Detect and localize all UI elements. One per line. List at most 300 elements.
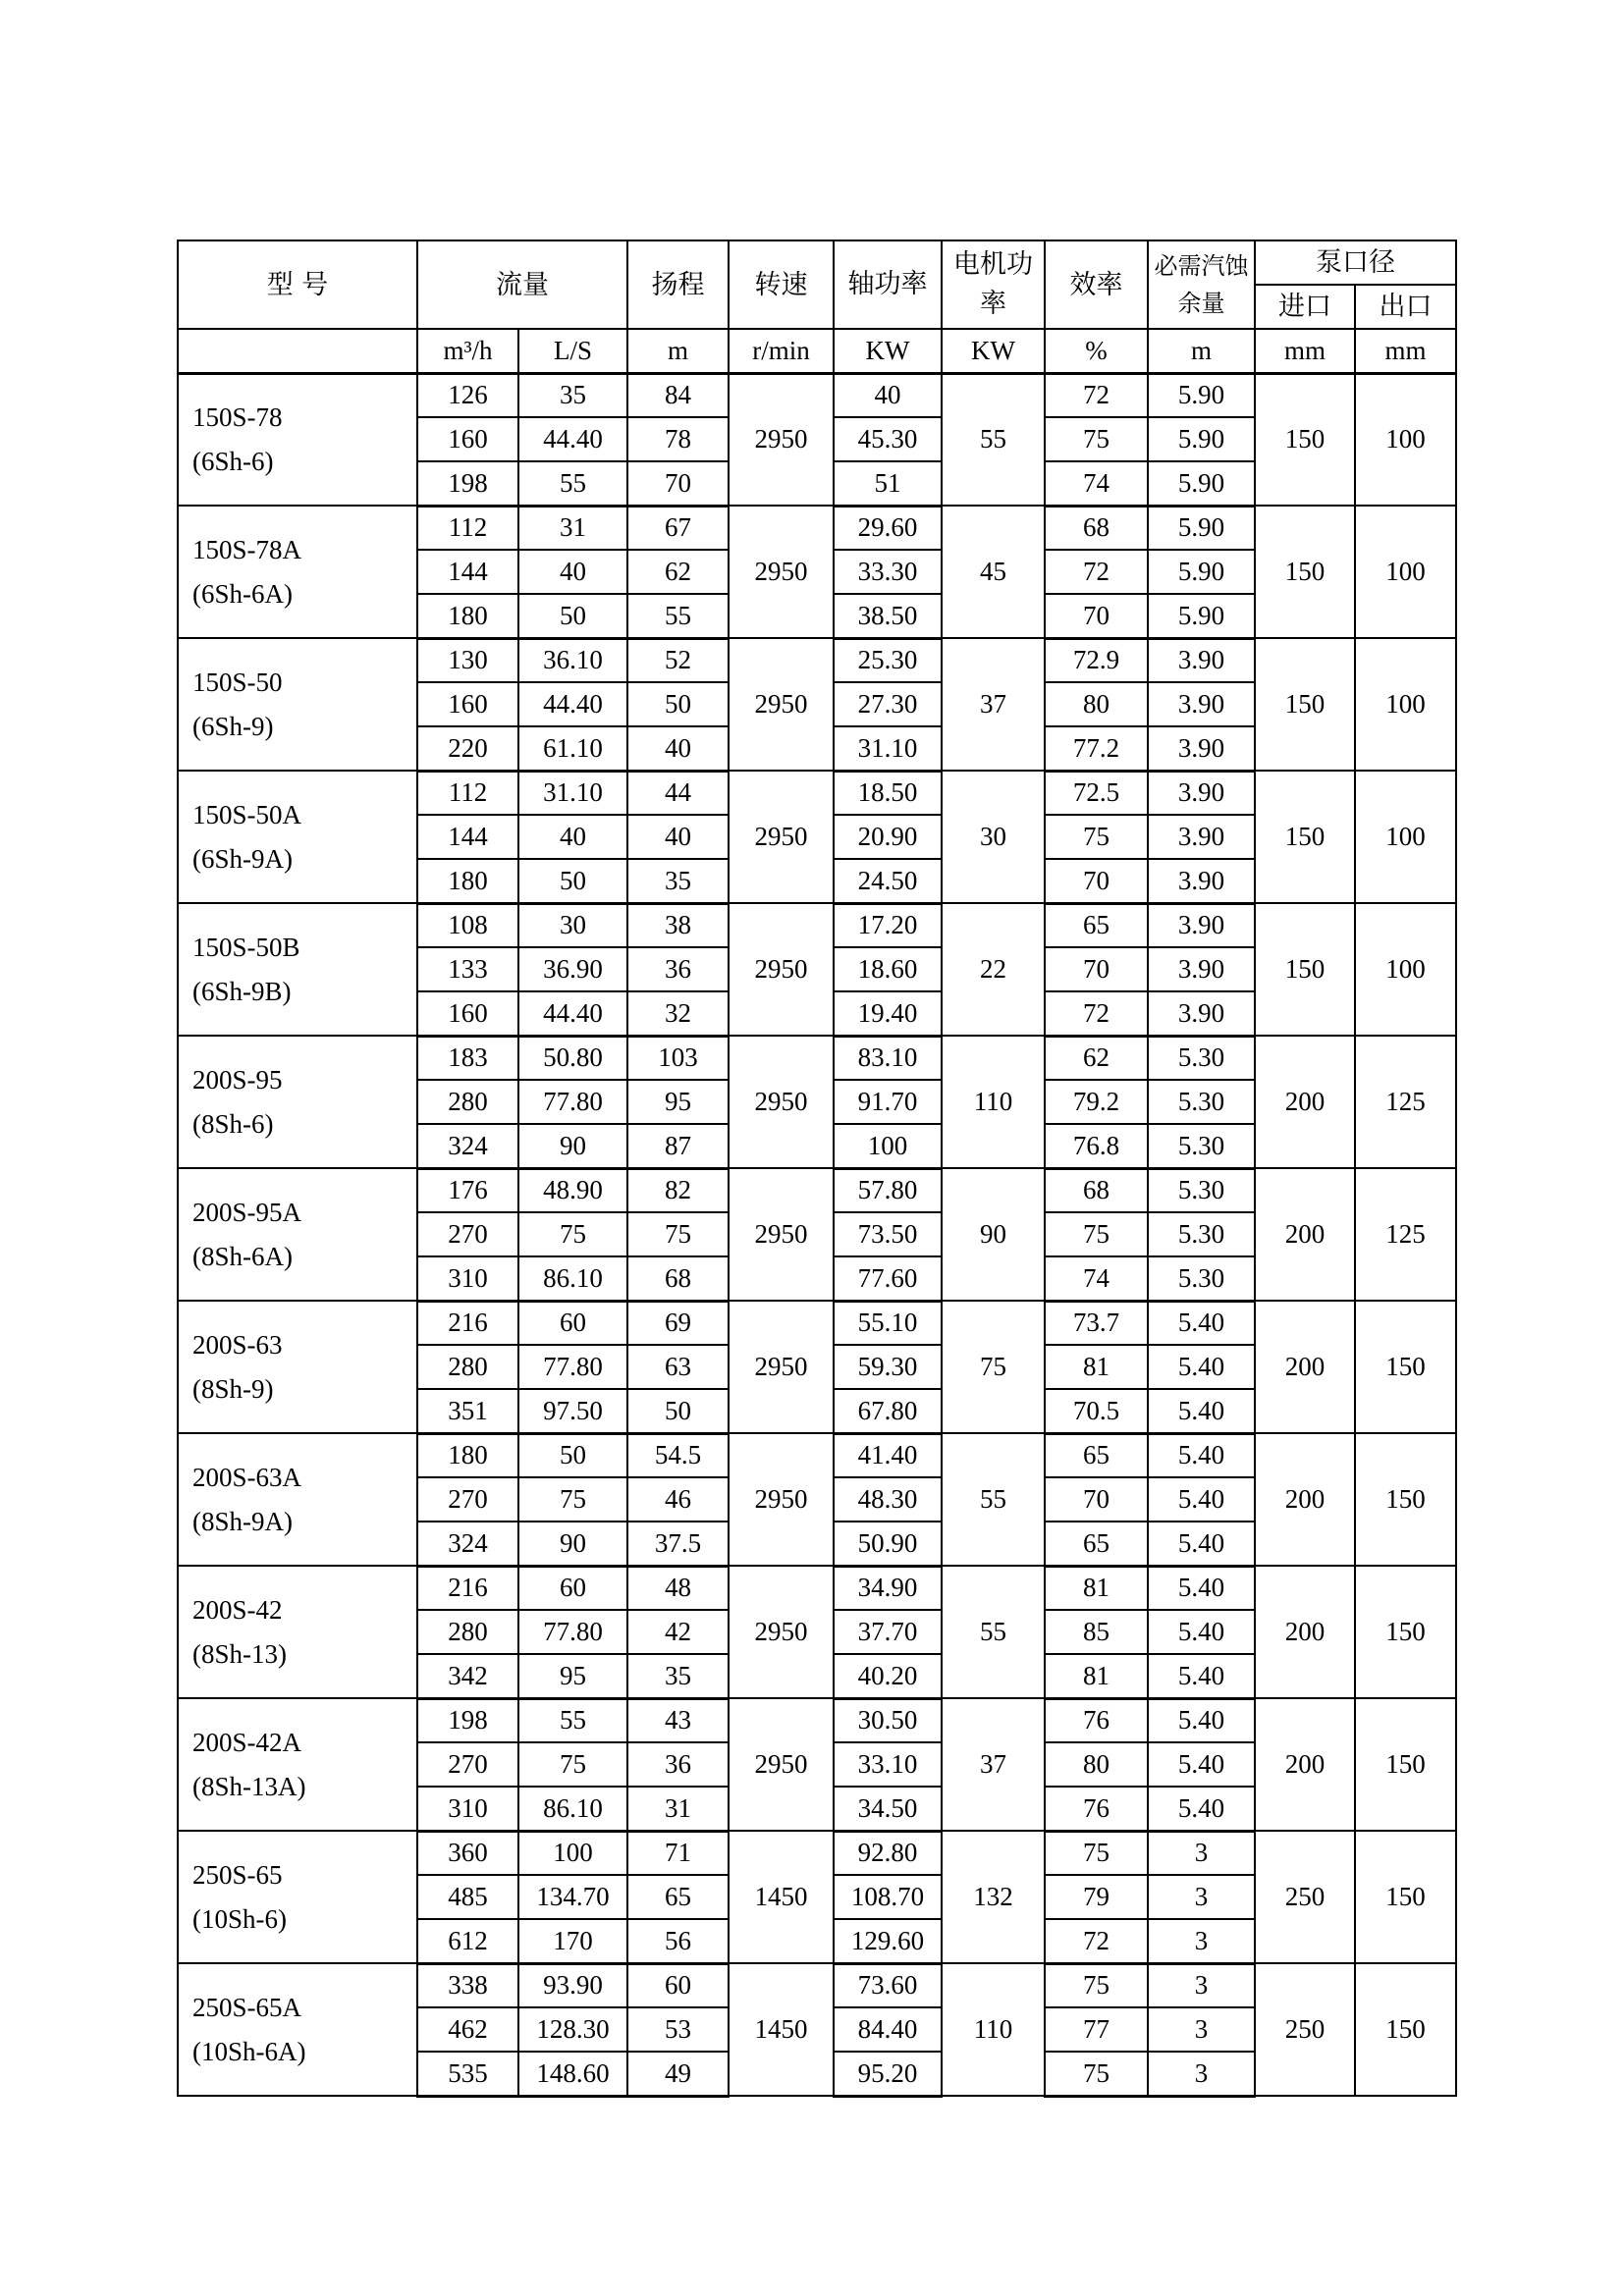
npsh-cell: 5.40 — [1148, 1742, 1255, 1787]
shaft-power-cell: 20.90 — [834, 815, 942, 859]
shaft-power-cell: 17.20 — [834, 903, 942, 947]
model-cell — [178, 1036, 417, 1168]
efficiency-cell: 80 — [1045, 1742, 1148, 1787]
shaft-power-cell: 33.10 — [834, 1742, 942, 1787]
flow-m3h-cell: 535 — [417, 2052, 518, 2096]
npsh-cell: 5.30 — [1148, 1036, 1255, 1080]
model-cell — [178, 1831, 417, 1963]
npsh-cell: 5.90 — [1148, 373, 1255, 417]
npsh-cell: 3.90 — [1148, 859, 1255, 903]
flow-ls-cell: 86.10 — [518, 1256, 627, 1301]
efficiency-cell: 80 — [1045, 682, 1148, 726]
efficiency-cell: 73.7 — [1045, 1301, 1148, 1345]
speed-cell: 2950 — [729, 373, 834, 506]
shaft-power-cell: 95.20 — [834, 2052, 942, 2096]
head-cell: 32 — [627, 991, 729, 1036]
head-cell: 46 — [627, 1477, 729, 1522]
flow-ls-cell: 77.80 — [518, 1345, 627, 1389]
inlet-cell: 200 — [1255, 1168, 1355, 1301]
flow-ls-cell: 97.50 — [518, 1389, 627, 1433]
model-alt-name: (8Sh-9) — [192, 1373, 274, 1404]
outlet-cell: 100 — [1355, 373, 1456, 506]
flow-ls-cell: 50.80 — [518, 1036, 627, 1080]
shaft-power-cell: 100 — [834, 1124, 942, 1168]
flow-ls-cell: 36.10 — [518, 638, 627, 682]
model-name: 200S-63 — [192, 1329, 283, 1360]
motor-power-cell: 37 — [942, 1698, 1045, 1831]
flow-ls-cell: 40 — [518, 550, 627, 594]
flow-ls-cell: 77.80 — [518, 1610, 627, 1654]
npsh-cell: 3.90 — [1148, 682, 1255, 726]
npsh-cell: 3 — [1148, 1919, 1255, 1963]
table-row — [178, 903, 1456, 947]
unit-flow-ls: L/S — [518, 329, 627, 373]
npsh-cell: 5.40 — [1148, 1610, 1255, 1654]
shaft-power-cell: 48.30 — [834, 1477, 942, 1522]
head-cell: 63 — [627, 1345, 729, 1389]
flow-m3h-cell: 180 — [417, 1433, 518, 1477]
model-name: 200S-63A — [192, 1462, 302, 1492]
flow-m3h-cell: 160 — [417, 417, 518, 461]
efficiency-cell: 75 — [1045, 1831, 1148, 1875]
head-cell: 49 — [627, 2052, 729, 2096]
flow-m3h-cell: 144 — [417, 550, 518, 594]
shaft-power-cell: 38.50 — [834, 594, 942, 638]
header-speed: 转速 — [729, 240, 834, 329]
head-cell: 56 — [627, 1919, 729, 1963]
shaft-power-cell: 129.60 — [834, 1919, 942, 1963]
flow-m3h-cell: 342 — [417, 1654, 518, 1698]
npsh-cell: 3.90 — [1148, 947, 1255, 991]
head-cell: 50 — [627, 682, 729, 726]
efficiency-cell: 70 — [1045, 947, 1148, 991]
header-units-row — [178, 329, 1456, 373]
shaft-power-cell: 91.70 — [834, 1080, 942, 1124]
header-bore: 泵口径 — [1255, 240, 1456, 285]
model-name: 200S-42 — [192, 1594, 283, 1625]
model-cell — [178, 771, 417, 903]
shaft-power-cell: 40.20 — [834, 1654, 942, 1698]
head-cell: 67 — [627, 506, 729, 550]
flow-ls-cell: 75 — [518, 1742, 627, 1787]
npsh-cell: 5.40 — [1148, 1698, 1255, 1742]
unit-efficiency: % — [1045, 329, 1148, 373]
efficiency-cell: 75 — [1045, 1963, 1148, 2007]
unit-npsh: m — [1148, 329, 1255, 373]
motor-power-cell: 90 — [942, 1168, 1045, 1301]
efficiency-cell: 62 — [1045, 1036, 1148, 1080]
shaft-power-cell: 50.90 — [834, 1522, 942, 1566]
flow-ls-cell: 44.40 — [518, 682, 627, 726]
flow-m3h-cell: 180 — [417, 594, 518, 638]
model-name: 150S-78A — [192, 534, 302, 564]
head-cell: 84 — [627, 373, 729, 417]
head-cell: 53 — [627, 2007, 729, 2052]
model-name: 250S-65A — [192, 1992, 302, 2022]
speed-cell: 2950 — [729, 506, 834, 638]
shaft-power-cell: 108.70 — [834, 1875, 942, 1919]
flow-ls-cell: 93.90 — [518, 1963, 627, 2007]
unit-shaft-power: KW — [834, 329, 942, 373]
outlet-cell: 100 — [1355, 506, 1456, 638]
flow-m3h-cell: 220 — [417, 726, 518, 771]
flow-m3h-cell: 338 — [417, 1963, 518, 2007]
header-motor-power: 电机功率 — [942, 240, 1045, 329]
model-cell — [178, 1963, 417, 2096]
model-cell — [178, 1168, 417, 1301]
model-name: 200S-95 — [192, 1064, 283, 1095]
inlet-cell: 200 — [1255, 1433, 1355, 1566]
flow-m3h-cell: 160 — [417, 682, 518, 726]
outlet-cell: 125 — [1355, 1168, 1456, 1301]
npsh-cell: 5.40 — [1148, 1566, 1255, 1610]
shaft-power-cell: 57.80 — [834, 1168, 942, 1212]
flow-ls-cell: 60 — [518, 1566, 627, 1610]
model-alt-name: (8Sh-13) — [192, 1638, 287, 1669]
outlet-cell: 150 — [1355, 1301, 1456, 1433]
head-cell: 50 — [627, 1389, 729, 1433]
head-cell: 71 — [627, 1831, 729, 1875]
efficiency-cell: 72 — [1045, 991, 1148, 1036]
head-cell: 55 — [627, 594, 729, 638]
efficiency-cell: 65 — [1045, 1433, 1148, 1477]
motor-power-cell: 55 — [942, 1433, 1045, 1566]
head-cell: 65 — [627, 1875, 729, 1919]
flow-m3h-cell: 108 — [417, 903, 518, 947]
efficiency-cell: 72 — [1045, 373, 1148, 417]
model-cell — [178, 1301, 417, 1433]
efficiency-cell: 81 — [1045, 1345, 1148, 1389]
head-cell: 78 — [627, 417, 729, 461]
npsh-cell: 3 — [1148, 1831, 1255, 1875]
npsh-cell: 3.90 — [1148, 638, 1255, 682]
flow-m3h-cell: 270 — [417, 1742, 518, 1787]
flow-ls-cell: 75 — [518, 1212, 627, 1256]
flow-m3h-cell: 216 — [417, 1301, 518, 1345]
flow-ls-cell: 90 — [518, 1124, 627, 1168]
inlet-cell: 150 — [1255, 638, 1355, 771]
flow-m3h-cell: 280 — [417, 1610, 518, 1654]
units-model-blank — [178, 329, 417, 373]
model-cell — [178, 1698, 417, 1831]
header-head: 扬程 — [627, 240, 729, 329]
flow-m3h-cell: 310 — [417, 1787, 518, 1831]
npsh-cell: 3.90 — [1148, 903, 1255, 947]
table-row — [178, 1963, 1456, 2007]
header-efficiency: 效率 — [1045, 240, 1148, 329]
shaft-power-cell: 67.80 — [834, 1389, 942, 1433]
flow-ls-cell: 100 — [518, 1831, 627, 1875]
shaft-power-cell: 40 — [834, 373, 942, 417]
npsh-cell: 5.30 — [1148, 1124, 1255, 1168]
head-cell: 35 — [627, 859, 729, 903]
flow-m3h-cell: 198 — [417, 461, 518, 506]
shaft-power-cell: 83.10 — [834, 1036, 942, 1080]
head-cell: 75 — [627, 1212, 729, 1256]
head-cell: 36 — [627, 1742, 729, 1787]
table-row — [178, 373, 1456, 417]
inlet-cell: 150 — [1255, 506, 1355, 638]
model-cell — [178, 903, 417, 1036]
outlet-cell: 150 — [1355, 1831, 1456, 1963]
model-name: 150S-50 — [192, 667, 283, 697]
flow-m3h-cell: 183 — [417, 1036, 518, 1080]
outlet-cell: 150 — [1355, 1566, 1456, 1698]
shaft-power-cell: 18.50 — [834, 771, 942, 815]
efficiency-cell: 77 — [1045, 2007, 1148, 2052]
shaft-power-cell: 51 — [834, 461, 942, 506]
flow-ls-cell: 55 — [518, 461, 627, 506]
model-cell — [178, 638, 417, 771]
speed-cell: 2950 — [729, 1301, 834, 1433]
shaft-power-cell: 41.40 — [834, 1433, 942, 1477]
head-cell: 40 — [627, 726, 729, 771]
flow-m3h-cell: 180 — [417, 859, 518, 903]
shaft-power-cell: 84.40 — [834, 2007, 942, 2052]
flow-m3h-cell: 126 — [417, 373, 518, 417]
inlet-cell: 200 — [1255, 1698, 1355, 1831]
efficiency-cell: 74 — [1045, 461, 1148, 506]
outlet-cell: 125 — [1355, 1036, 1456, 1168]
flow-m3h-cell: 160 — [417, 991, 518, 1036]
model-name: 150S-78 — [192, 402, 283, 433]
flow-m3h-cell: 176 — [417, 1168, 518, 1212]
unit-flow-m3h: m³/h — [417, 329, 518, 373]
model-cell — [178, 1433, 417, 1566]
model-alt-name: (8Sh-9A) — [192, 1506, 293, 1536]
inlet-cell: 250 — [1255, 1831, 1355, 1963]
flow-m3h-cell: 130 — [417, 638, 518, 682]
motor-power-cell: 110 — [942, 1036, 1045, 1168]
efficiency-cell: 65 — [1045, 903, 1148, 947]
npsh-cell: 3 — [1148, 1963, 1255, 2007]
model-name: 200S-42A — [192, 1727, 302, 1757]
flow-ls-cell: 30 — [518, 903, 627, 947]
table-row — [178, 638, 1456, 682]
model-cell — [178, 506, 417, 638]
flow-ls-cell: 31.10 — [518, 771, 627, 815]
outlet-cell: 150 — [1355, 1963, 1456, 2096]
speed-cell: 2950 — [729, 771, 834, 903]
npsh-cell: 5.40 — [1148, 1389, 1255, 1433]
speed-cell: 1450 — [729, 1831, 834, 1963]
motor-power-cell: 45 — [942, 506, 1045, 638]
flow-m3h-cell: 133 — [417, 947, 518, 991]
efficiency-cell: 79 — [1045, 1875, 1148, 1919]
efficiency-cell: 76.8 — [1045, 1124, 1148, 1168]
efficiency-cell: 72.9 — [1045, 638, 1148, 682]
flow-m3h-cell: 112 — [417, 771, 518, 815]
flow-ls-cell: 90 — [518, 1522, 627, 1566]
head-cell: 48 — [627, 1566, 729, 1610]
unit-inlet: mm — [1255, 329, 1355, 373]
model-alt-name: (6Sh-9) — [192, 711, 274, 741]
motor-power-cell: 30 — [942, 771, 1045, 903]
efficiency-cell: 70 — [1045, 859, 1148, 903]
outlet-cell: 100 — [1355, 638, 1456, 771]
npsh-cell: 5.40 — [1148, 1787, 1255, 1831]
model-alt-name: (6Sh-6A) — [192, 578, 293, 609]
head-cell: 52 — [627, 638, 729, 682]
inlet-cell: 150 — [1255, 373, 1355, 506]
inlet-cell: 200 — [1255, 1301, 1355, 1433]
npsh-cell: 5.40 — [1148, 1654, 1255, 1698]
outlet-cell: 150 — [1355, 1698, 1456, 1831]
npsh-cell: 5.40 — [1148, 1522, 1255, 1566]
npsh-cell: 5.90 — [1148, 594, 1255, 638]
flow-ls-cell: 148.60 — [518, 2052, 627, 2096]
efficiency-cell: 70 — [1045, 594, 1148, 638]
flow-m3h-cell: 270 — [417, 1212, 518, 1256]
efficiency-cell: 75 — [1045, 417, 1148, 461]
inlet-cell: 200 — [1255, 1566, 1355, 1698]
flow-ls-cell: 31 — [518, 506, 627, 550]
table-row — [178, 1036, 1456, 1080]
flow-m3h-cell: 485 — [417, 1875, 518, 1919]
efficiency-cell: 85 — [1045, 1610, 1148, 1654]
flow-ls-cell: 77.80 — [518, 1080, 627, 1124]
flow-ls-cell: 55 — [518, 1698, 627, 1742]
head-cell: 82 — [627, 1168, 729, 1212]
flow-ls-cell: 36.90 — [518, 947, 627, 991]
flow-ls-cell: 75 — [518, 1477, 627, 1522]
head-cell: 42 — [627, 1610, 729, 1654]
head-cell: 69 — [627, 1301, 729, 1345]
flow-ls-cell: 50 — [518, 1433, 627, 1477]
shaft-power-cell: 77.60 — [834, 1256, 942, 1301]
speed-cell: 1450 — [729, 1963, 834, 2096]
flow-m3h-cell: 280 — [417, 1080, 518, 1124]
head-cell: 43 — [627, 1698, 729, 1742]
header-npsh: 必需汽蚀余量 — [1148, 240, 1255, 329]
shaft-power-cell: 25.30 — [834, 638, 942, 682]
inlet-cell: 200 — [1255, 1036, 1355, 1168]
efficiency-cell: 76 — [1045, 1698, 1148, 1742]
speed-cell: 2950 — [729, 903, 834, 1036]
flow-ls-cell: 95 — [518, 1654, 627, 1698]
table-row — [178, 1168, 1456, 1212]
flow-m3h-cell: 612 — [417, 1919, 518, 1963]
model-alt-name: (8Sh-6) — [192, 1108, 274, 1139]
flow-ls-cell: 134.70 — [518, 1875, 627, 1919]
model-alt-name: (6Sh-9B) — [192, 976, 292, 1006]
head-cell: 40 — [627, 815, 729, 859]
flow-m3h-cell: 112 — [417, 506, 518, 550]
unit-motor-power: KW — [942, 329, 1045, 373]
inlet-cell: 250 — [1255, 1963, 1355, 2096]
model-name: 250S-65 — [192, 1859, 283, 1890]
flow-ls-cell: 40 — [518, 815, 627, 859]
flow-ls-cell: 50 — [518, 859, 627, 903]
head-cell: 37.5 — [627, 1522, 729, 1566]
efficiency-cell: 76 — [1045, 1787, 1148, 1831]
table-row — [178, 771, 1456, 815]
header-outlet: 出口 — [1355, 285, 1456, 329]
efficiency-cell: 68 — [1045, 1168, 1148, 1212]
table-row — [178, 1698, 1456, 1742]
npsh-cell: 3.90 — [1148, 991, 1255, 1036]
head-cell: 44 — [627, 771, 729, 815]
model-alt-name: (8Sh-13A) — [192, 1771, 306, 1801]
npsh-cell: 5.40 — [1148, 1433, 1255, 1477]
shaft-power-cell: 55.10 — [834, 1301, 942, 1345]
shaft-power-cell: 24.50 — [834, 859, 942, 903]
shaft-power-cell: 34.50 — [834, 1787, 942, 1831]
head-cell: 103 — [627, 1036, 729, 1080]
model-cell — [178, 1566, 417, 1698]
flow-m3h-cell: 280 — [417, 1345, 518, 1389]
table-row — [178, 1433, 1456, 1477]
efficiency-cell: 77.2 — [1045, 726, 1148, 771]
head-cell: 62 — [627, 550, 729, 594]
shaft-power-cell: 37.70 — [834, 1610, 942, 1654]
efficiency-cell: 79.2 — [1045, 1080, 1148, 1124]
flow-ls-cell: 50 — [518, 594, 627, 638]
npsh-cell: 3 — [1148, 1875, 1255, 1919]
outlet-cell: 150 — [1355, 1433, 1456, 1566]
flow-m3h-cell: 324 — [417, 1124, 518, 1168]
motor-power-cell: 22 — [942, 903, 1045, 1036]
flow-m3h-cell: 360 — [417, 1831, 518, 1875]
shaft-power-cell: 18.60 — [834, 947, 942, 991]
efficiency-cell: 72.5 — [1045, 771, 1148, 815]
model-alt-name: (8Sh-6A) — [192, 1241, 293, 1271]
header-flow: 流量 — [417, 240, 627, 329]
header-inlet: 进口 — [1255, 285, 1355, 329]
outlet-cell: 100 — [1355, 771, 1456, 903]
pump-performance-table — [177, 240, 1457, 2098]
efficiency-cell: 68 — [1045, 506, 1148, 550]
npsh-cell: 5.90 — [1148, 506, 1255, 550]
unit-speed: r/min — [729, 329, 834, 373]
efficiency-cell: 70 — [1045, 1477, 1148, 1522]
shaft-power-cell: 59.30 — [834, 1345, 942, 1389]
efficiency-cell: 70.5 — [1045, 1389, 1148, 1433]
shaft-power-cell: 31.10 — [834, 726, 942, 771]
motor-power-cell: 132 — [942, 1831, 1045, 1963]
flow-m3h-cell: 198 — [417, 1698, 518, 1742]
flow-ls-cell: 86.10 — [518, 1787, 627, 1831]
efficiency-cell: 72 — [1045, 1919, 1148, 1963]
model-name: 150S-50A — [192, 799, 302, 829]
head-cell: 87 — [627, 1124, 729, 1168]
npsh-cell: 5.30 — [1148, 1168, 1255, 1212]
npsh-cell: 3.90 — [1148, 771, 1255, 815]
table-row — [178, 506, 1456, 550]
flow-ls-cell: 44.40 — [518, 417, 627, 461]
flow-m3h-cell: 462 — [417, 2007, 518, 2052]
shaft-power-cell: 33.30 — [834, 550, 942, 594]
model-alt-name: (10Sh-6) — [192, 1903, 287, 1934]
header-model: 型 号 — [178, 240, 417, 329]
flow-ls-cell: 60 — [518, 1301, 627, 1345]
inlet-cell: 150 — [1255, 903, 1355, 1036]
flow-m3h-cell: 310 — [417, 1256, 518, 1301]
model-alt-name: (6Sh-9A) — [192, 843, 293, 874]
npsh-cell: 3.90 — [1148, 726, 1255, 771]
flow-ls-cell: 48.90 — [518, 1168, 627, 1212]
npsh-cell: 5.30 — [1148, 1080, 1255, 1124]
flow-m3h-cell: 351 — [417, 1389, 518, 1433]
shaft-power-cell: 92.80 — [834, 1831, 942, 1875]
flow-ls-cell: 44.40 — [518, 991, 627, 1036]
motor-power-cell: 55 — [942, 1566, 1045, 1698]
head-cell: 36 — [627, 947, 729, 991]
speed-cell: 2950 — [729, 1698, 834, 1831]
npsh-cell: 5.40 — [1148, 1345, 1255, 1389]
speed-cell: 2950 — [729, 1566, 834, 1698]
model-name: 150S-50B — [192, 932, 300, 962]
